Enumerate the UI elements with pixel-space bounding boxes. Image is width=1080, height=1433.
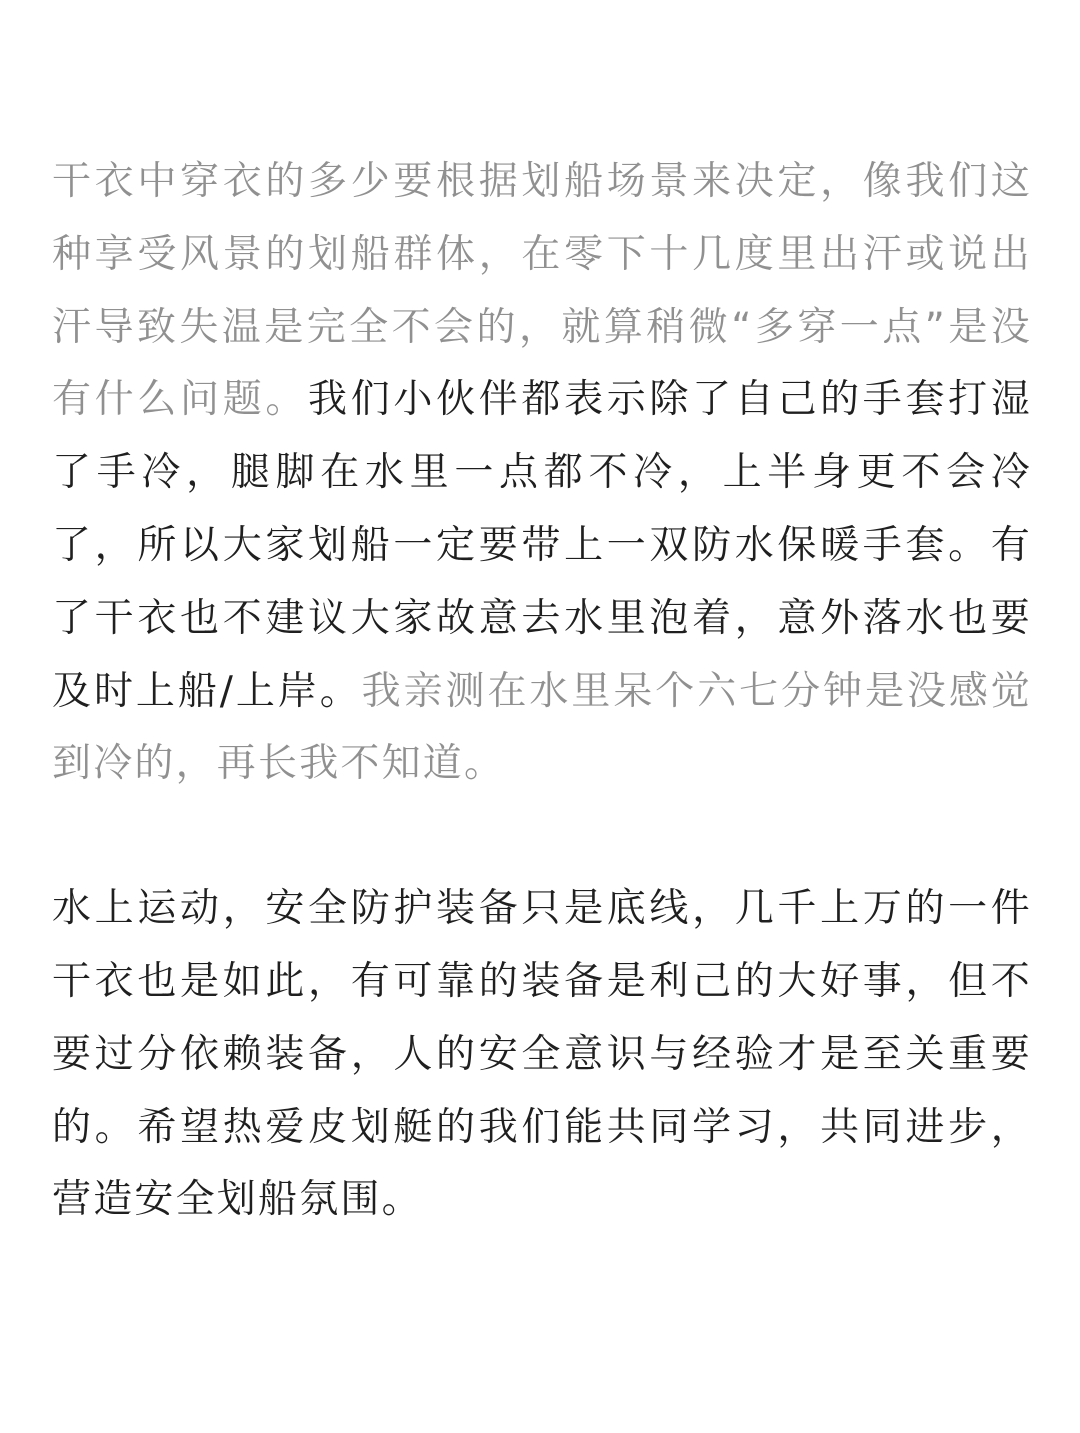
article-body — [52, 146, 1032, 1237]
paragraph-safety-awareness: 水上运动，安全防护装备只是底线，几千上万的一件干衣也是如此，有可靠的装备是利己的大好事，但不要过分依赖装备，人的安全意识与经验才是至关重要的。希望热爱皮划艇的我们能共同学习，共同进步，营造安全划船氛围。 — [52, 886, 1032, 1223]
text-segment-layering-advice: 干衣中穿衣的多少要根据划船场景来决定，像我们这种享受风景的划船群体，在零下十几度里出汗或说出汗导致失温是完全不会的，就算稍微“多穿一点”是没有什么问题。 — [52, 159, 1032, 423]
text-segment-gloves-advice: 我们小伙伴都表示除了自己的手套打湿了手冷，腿脚在水里一点都不冷，上半身更不会冷了，所以大家划船一定要带上一双防水保暖手套。有了干衣也不建议大家故意去水里泡着，意外落水也要及时上船/上岸。 — [52, 377, 1033, 714]
paragraph-dry-suit-layering — [52, 146, 1032, 801]
text-segment-personal-test: 我亲测在水里呆个六七分钟是没感觉到冷的，再长我不知道。 — [52, 668, 1032, 787]
